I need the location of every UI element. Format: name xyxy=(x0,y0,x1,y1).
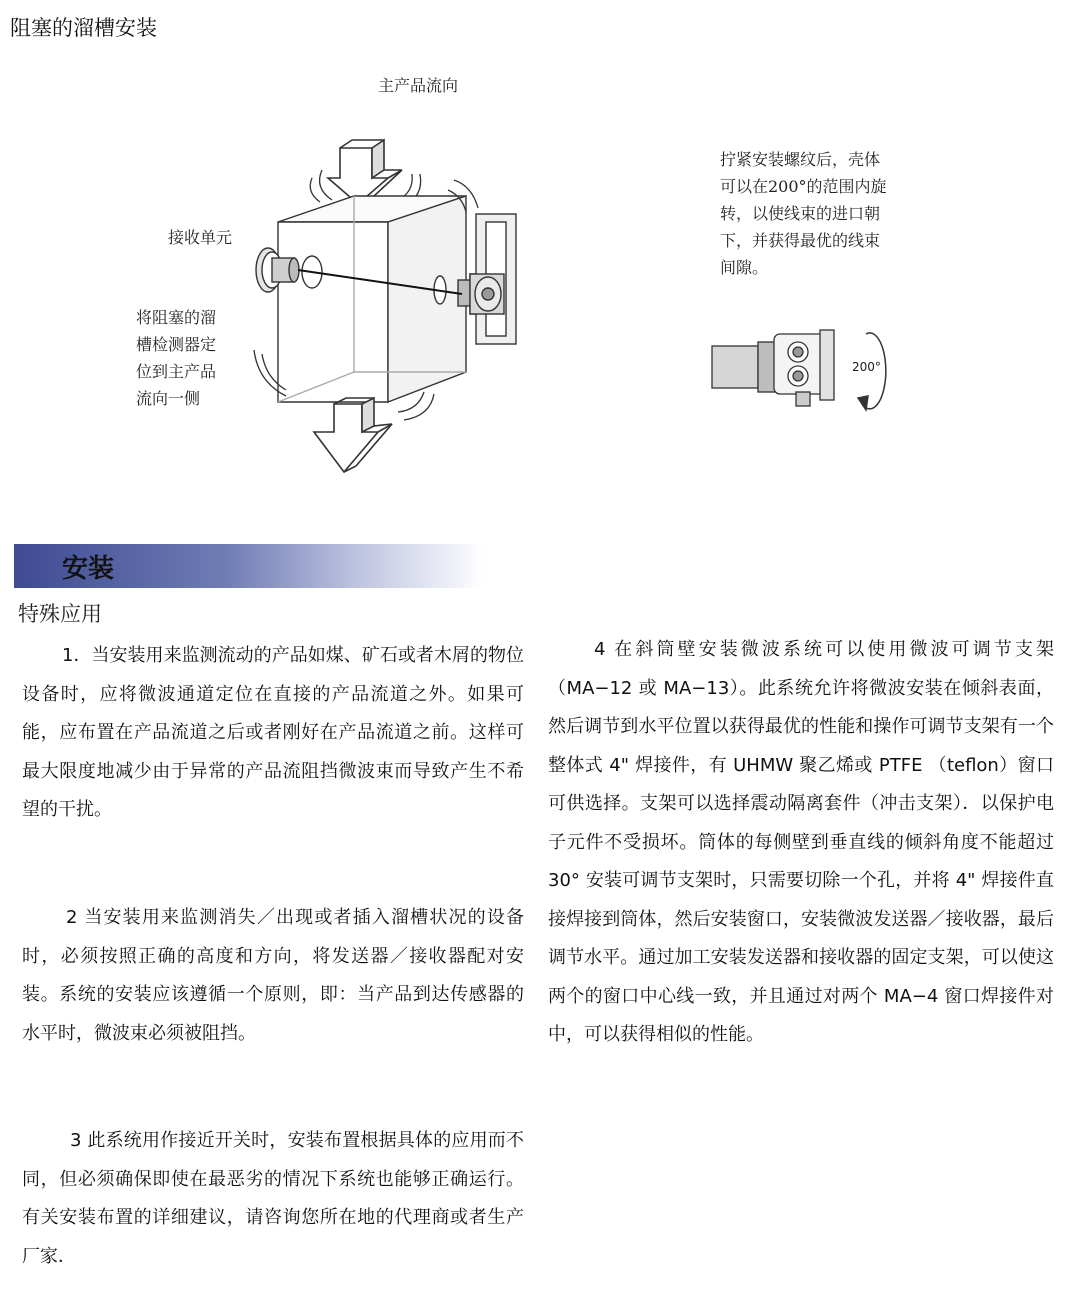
chute-installation-diagram xyxy=(0,0,1080,540)
flow-in-arrow xyxy=(328,140,402,204)
flow-out-arrow xyxy=(314,398,392,472)
side-placement-note: 将阻塞的溜 槽检测器定 位到主产品 流向一侧 xyxy=(136,308,217,408)
paragraph-3: 3 此系统用作接近开关时，安装布置根据具体的应用而不同，但必须确保即使在最恶劣的情况下系统也能够正确运行。有关安装布置的详细建议，请咨询您所在地的代理商或者生产厂家． xyxy=(22,1130,524,1267)
paragraph-2: 2 当安装用来监测消失／出现或者插入溜槽状况的设备时，必须按照正确的高度和方向，将发送器／接收器配对安装。系统的安装应该遵循一个原则，即：当产品到达传感器的水平时，微波束必须被阻挡。 xyxy=(22,907,524,1044)
section-title: 安装 xyxy=(62,554,115,584)
receiver-unit-label: 接收单元 xyxy=(168,228,233,247)
rotation-angle-label: 200° xyxy=(852,360,881,374)
page-title: 阻塞的溜槽安装 xyxy=(10,16,157,40)
section-subtitle: 特殊应用 xyxy=(18,602,102,626)
paragraph-4: 4 在斜筒壁安装微波系统可以使用微波可调节支架（MA−12 或 MA−13）。此系统允许将微波安装在倾斜表面，然后调节到水平位置以获得最优的性能和操作可调节支架有一个整体式 4" 焊接件，有 UHMW 聚乙烯或 PTFE （teflon）窗口可供选择。支架可以选择震动隔离套件（冲击支架）．以保护电子元件不受损坏。筒体的每侧壁到垂直线的倾斜角度不能超过 30° 安装可调节支架时，只需要切除一个孔，并将 4" 焊接件直接焊接到筒体，然后安装窗口，安装微波发送器／接收器，最后调节水平。通过加工安装发送器和接收器的固定支架，可以使这两个的窗口中心线一致，并且通过对两个 MA−4 窗口焊接件对中，可以获得相似的性能。 xyxy=(548,639,1054,1045)
paragraph-1: 1．当安装用来监测流动的产品如煤、矿石或者木屑的物位设备时，应将微波通道定位在直接的产品流道之外。如果可能，应布置在产品流道之后或者刚好在产品流道之前。这样可最大限度地减少由于异常的产品流阻挡微波束而导致产生不希望的干扰。 xyxy=(22,645,524,820)
section-header-band xyxy=(14,544,484,588)
rotatable-housing xyxy=(712,330,834,406)
flow-direction-label: 主产品流向 xyxy=(378,76,459,95)
rotation-note: 拧紧安装螺纹后，壳体 可以在200°的范围内旋 转，以使线束的进口朝 下，并获得最优的线束 间隙。 xyxy=(720,150,887,277)
